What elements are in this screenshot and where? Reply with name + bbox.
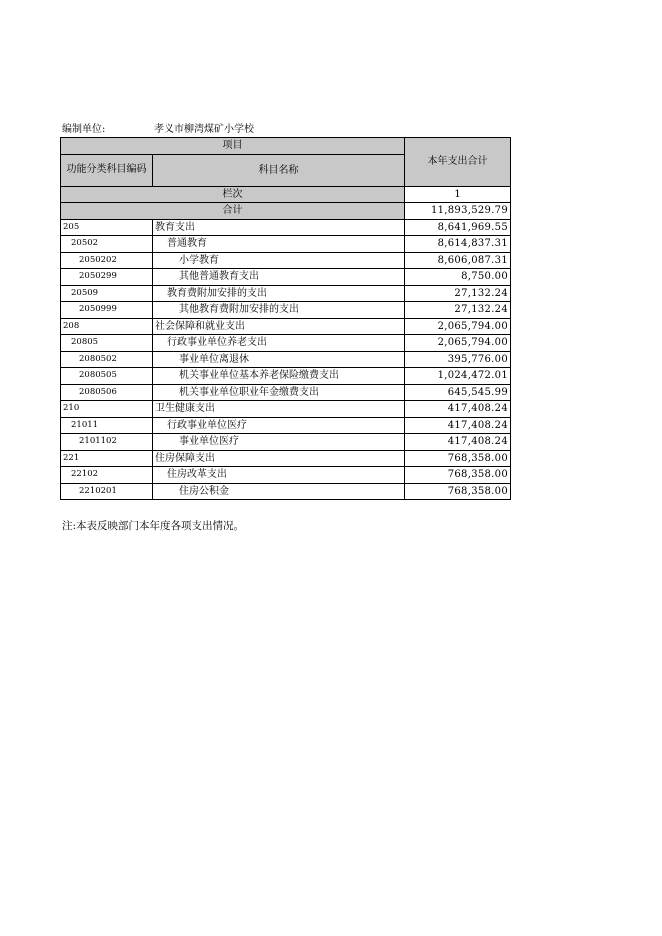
table-row	[61, 236, 511, 253]
row-name: 机关事业单位职业年金缴费支出	[153, 384, 405, 401]
row-amount: 417,408.24	[405, 417, 511, 434]
row-code: 2050999	[61, 302, 153, 319]
footer-note: 注:本表反映部门本年度各项支出情况。	[62, 520, 245, 532]
row-name: 其他普通教育支出	[153, 269, 405, 286]
row-amount: 27,132.24	[405, 302, 511, 319]
name-column-header: 科目名称	[153, 154, 405, 186]
row-name: 教育费附加安排的支出	[153, 285, 405, 302]
row-code: 20502	[61, 236, 153, 253]
row-name: 机关事业单位基本养老保险缴费支出	[153, 368, 405, 385]
row-code: 2080502	[61, 351, 153, 368]
table-row	[61, 285, 511, 302]
header-row-project	[61, 138, 511, 155]
row-code: 210	[61, 401, 153, 418]
row-amount: 8,606,087.31	[405, 252, 511, 269]
row-name: 事业单位医疗	[153, 434, 405, 451]
row-amount: 8,750.00	[405, 269, 511, 286]
row-amount: 768,358.00	[405, 483, 511, 500]
column-number-label: 栏次	[61, 186, 405, 203]
row-name: 行政事业单位医疗	[153, 417, 405, 434]
column-number: 1	[405, 186, 511, 203]
row-name: 教育支出	[153, 219, 405, 236]
row-code: 21011	[61, 417, 153, 434]
row-name: 住房改革支出	[153, 467, 405, 484]
row-code: 2101102	[61, 434, 153, 451]
table-row	[61, 483, 511, 500]
table-row	[61, 351, 511, 368]
table-row	[61, 450, 511, 467]
table-row	[61, 318, 511, 335]
row-amount: 8,641,969.55	[405, 219, 511, 236]
total-column-header: 本年支出合计	[405, 138, 511, 187]
row-code: 205	[61, 219, 153, 236]
row-code: 20805	[61, 335, 153, 352]
table-row	[61, 384, 511, 401]
row-amount: 2,065,794.00	[405, 318, 511, 335]
table-row	[61, 269, 511, 286]
row-code: 2050299	[61, 269, 153, 286]
row-code: 2080505	[61, 368, 153, 385]
row-amount: 1,024,472.01	[405, 368, 511, 385]
row-name: 住房保障支出	[153, 450, 405, 467]
unit-name: 孝义市柳湾煤矿小学校	[154, 124, 254, 135]
table-row	[61, 434, 511, 451]
sum-row	[61, 203, 511, 220]
row-name: 行政事业单位养老支出	[153, 335, 405, 352]
row-amount: 8,614,837.31	[405, 236, 511, 253]
row-name: 卫生健康支出	[153, 401, 405, 418]
row-amount: 417,408.24	[405, 401, 511, 418]
row-name: 普通教育	[153, 236, 405, 253]
row-amount: 768,358.00	[405, 467, 511, 484]
row-amount: 27,132.24	[405, 285, 511, 302]
row-name: 其他教育费附加安排的支出	[153, 302, 405, 319]
sum-value: 11,893,529.79	[405, 203, 511, 220]
unit-label: 编制单位:	[62, 124, 106, 135]
row-amount: 768,358.00	[405, 450, 511, 467]
sum-label: 合计	[61, 203, 405, 220]
table-body	[61, 138, 511, 500]
table-row	[61, 219, 511, 236]
row-amount: 2,065,794.00	[405, 335, 511, 352]
table-row	[61, 417, 511, 434]
table-row	[61, 302, 511, 319]
expenditure-table	[60, 137, 511, 500]
row-code: 208	[61, 318, 153, 335]
row-name: 社会保障和就业支出	[153, 318, 405, 335]
row-amount: 417,408.24	[405, 434, 511, 451]
unit-line	[62, 123, 510, 137]
row-code: 2210201	[61, 483, 153, 500]
row-code: 2050202	[61, 252, 153, 269]
row-name: 小学教育	[153, 252, 405, 269]
row-amount: 395,776.00	[405, 351, 511, 368]
table-row	[61, 467, 511, 484]
table-row	[61, 252, 511, 269]
table-row	[61, 335, 511, 352]
row-code: 20509	[61, 285, 153, 302]
column-number-row	[61, 186, 511, 203]
row-code: 2080506	[61, 384, 153, 401]
row-code: 221	[61, 450, 153, 467]
row-code: 22102	[61, 467, 153, 484]
table-row	[61, 401, 511, 418]
code-column-header: 功能分类科目编码	[61, 154, 153, 186]
table-row	[61, 368, 511, 385]
row-amount: 645,545.99	[405, 384, 511, 401]
row-name: 住房公积金	[153, 483, 405, 500]
row-name: 事业单位离退休	[153, 351, 405, 368]
project-header: 项目	[61, 138, 405, 155]
